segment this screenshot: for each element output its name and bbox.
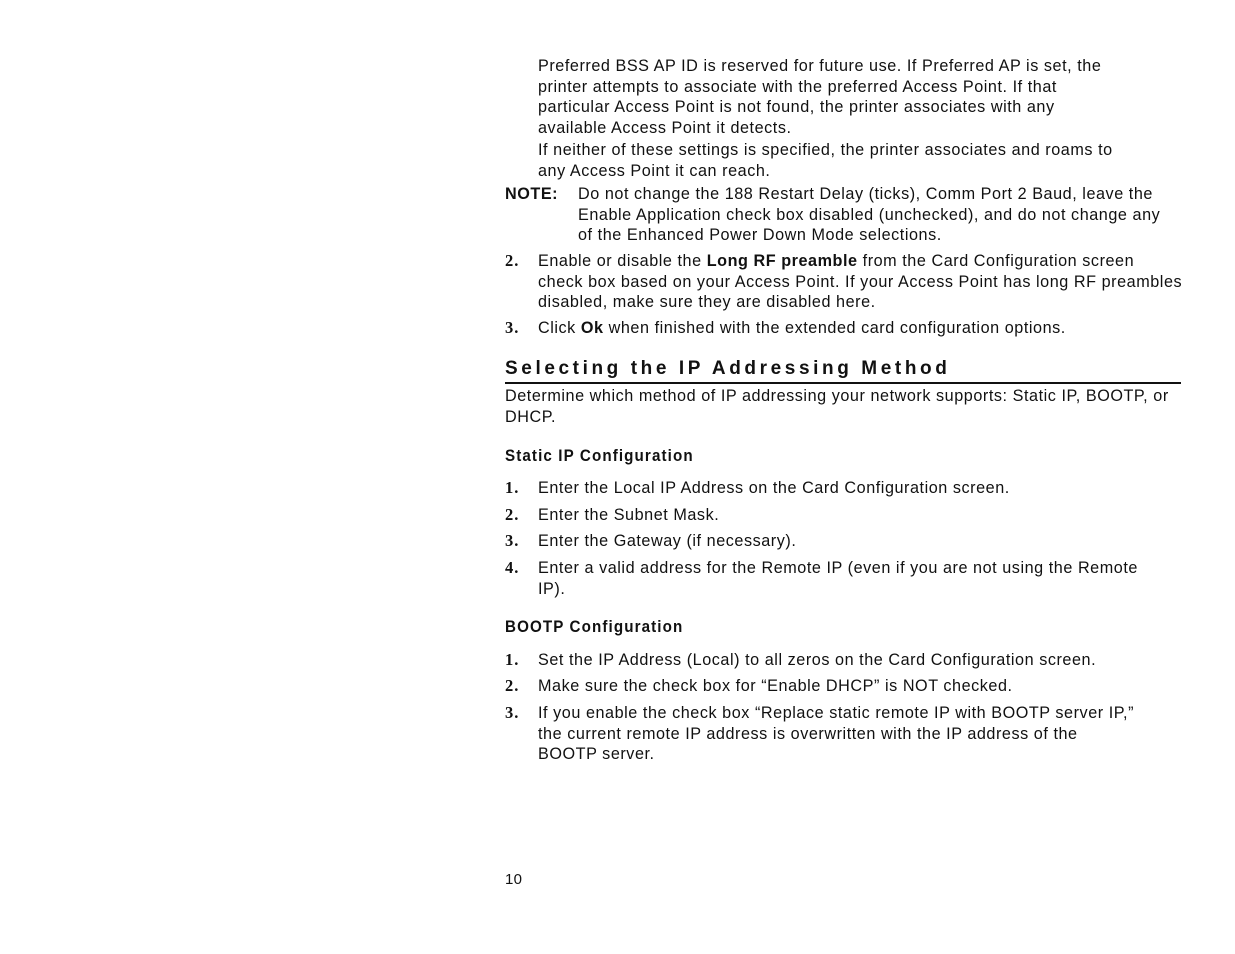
step-text-bold: Ok [580,319,604,337]
static-ip-step: Enter a valid address for the Remote IP (even if you are not using the Remote IP). [538,559,1138,598]
bootp-step: Set the IP Address (Local) to all zeros on the Card Configuration screen. [538,651,1097,669]
static-ip-step: Enter the Subnet Mask. [538,506,720,524]
step-number: 2. [505,505,520,524]
step-number: 1. [505,478,520,497]
step-text-before: Click [538,319,581,337]
step-number: 4. [505,558,520,577]
step-text-after: when finished with the extended card configuration options. [603,319,1066,337]
section-intro: Determine which method of IP addressing your network supports: Static IP, BOOTP, or DHCP. [505,387,1169,426]
bootp-step: Make sure the check box for “Enable DHCP” is NOT checked. [538,677,1013,695]
page-number: 10 [505,871,523,888]
step-text-before: Enable or disable the [538,252,707,270]
section-title: Selecting the IP Addressing Method [505,356,1181,384]
step-text-after: from the Card Configuration screen check box based on your Access Point. If your Access Point has long RF preambles disabled, make sure they are disabled here. [538,252,1183,311]
step-long-rf-preamble [538,251,1183,313]
step-number: 2. [505,251,520,270]
note-text: Do not change the 188 Restart Delay (ticks), Comm Port 2 Baud, leave the Enable Application check box disabled (unchecked), and do not change any of the Enhanced Power Down Mode selections. [578,185,1161,244]
step-click-ok [538,318,1183,339]
step-text-bold: Long RF preamble [706,252,858,270]
static-ip-step: Enter the Local IP Address on the Card Configuration screen. [538,479,1010,497]
step-number: 2. [505,676,520,695]
static-ip-step: Enter the Gateway (if necessary). [538,532,797,550]
note-label: NOTE: [505,185,559,203]
step-number: 3. [505,703,520,722]
step-number: 3. [505,531,520,550]
step-number: 3. [505,318,520,337]
static-ip-heading: Static IP Configuration [505,447,694,465]
bootp-step: If you enable the check box “Replace static remote IP with BOOTP server IP,” the current remote IP address is overwritten with the IP address of the BOOTP server. [538,704,1135,763]
preferred-ap-paragraph: Preferred BSS AP ID is reserved for future use. If Preferred AP is set, the printer attempts to associate with the preferred Access Point. If that particular Access Point is not found, the printer associates with any available Access Point it detects. [538,57,1102,137]
bootp-heading: BOOTP Configuration [505,618,684,636]
step-number: 1. [505,650,520,669]
fallback-paragraph: If neither of these settings is specified, the printer associates and roams to any Access Point it can reach. [538,141,1113,180]
